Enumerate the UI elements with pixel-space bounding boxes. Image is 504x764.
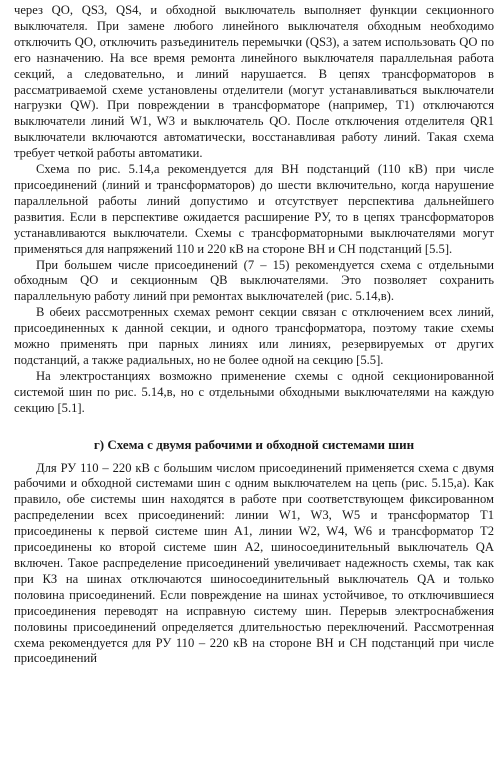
section-spacer [14,417,494,431]
paragraph-3: При большем числе присоединений (7 – 15) рекомендуется схема с отдельными обходным QO и секционным QB выключателями. Это позволяет сохранить параллельную работу линий при ремонтах выключателей (рис. 5.14,в). [14,257,494,304]
paragraph-5: На электростанциях возможно применение схемы с одной секционированной системой шин по рис. 5.14,в, но с отдельными обходными выключателями на каждую секцию [5.1]. [14,368,494,415]
paragraph-2: Схема по рис. 5.14,а рекомендуется для ВН подстанций (110 кВ) при числе присоединений (линий и трансформаторов) до шести включительно, когда нарушение параллельной работы линий допустимо и отсутствует перспектива дальнейшего развития. Если в перспективе ожидается расширение РУ, то в цепях трансформаторов устанавливаются выключатели. Схемы с трансформаторными выключателями могут применяться для напряжений 110 и 220 кВ на стороне ВН и СН подстанций [5.5]. [14,162,494,256]
paragraph-1: через QO, QS3, QS4, и обходной выключатель выполняет функции секционного выключателя. При замене любого линейного выключателя обходным необходимо отключить QO, отключить разъединитель перемычки (QS3), а затем использовать QO по его назначению. На все время ремонта линейного выключателя параллельная работа секций, а следовательно, и линий нарушается. В цепях трансформаторов в рассматриваемой схеме установлены отделители (могут устанавливаться выключатели нагрузки QW). При повреждении в трансформаторе (например, T1) отключаются выключатели линий W1, W3 и выключатель QO. После отключения отделителя QR1 выключатели включаются автоматически, восстанавливая работу линий. Такая схема требует четкой работы автоматики. [14,3,494,161]
paragraph-4: В обеих рассмотренных схемах ремонт секции связан с отключением всех линий, присоединенных к данной секции, и одного трансформатора, поэтому такие схемы можно применять при парных линиях или линиях, резервируемых от других подстанций, а также радиальных, но не более одной на секцию [5.5]. [14,305,494,367]
paragraph-6: Для РУ 110 – 220 кВ с большим числом присоединений применяется схема с двумя рабочими и обходной системами шин с одним выключателем на цепь (рис. 5.15,а). Как правило, обе системы шин находятся в работе при соответствующем фиксированном распределении всех присоединений: линии W1, W3, W5 и трансформатор T1 присоединены к первой системе шин A1, линии W2, W4, W6 и трансформатор T2 присоединены ко второй системе шин A2, шиносоединительный выключатель QA включен. Такое распределение присоединений увеличивает надежность схемы, так как при КЗ на шинах отключаются шиносоединительный выключатель QA и только половина присоединений. Если повреждение на шинах устойчивое, то отключившиеся присоединения переводят на исправную систему шин. Перерыв электроснабжения половины присоединений определяется длительностью переключений. Рассмотренная схема рекомендуется для РУ 110 – 220 кВ на стороне ВН и СН подстанций при числе присоединений [14,460,494,666]
section-heading: г) Схема с двумя рабочими и обходной системами шин [93,436,415,452]
